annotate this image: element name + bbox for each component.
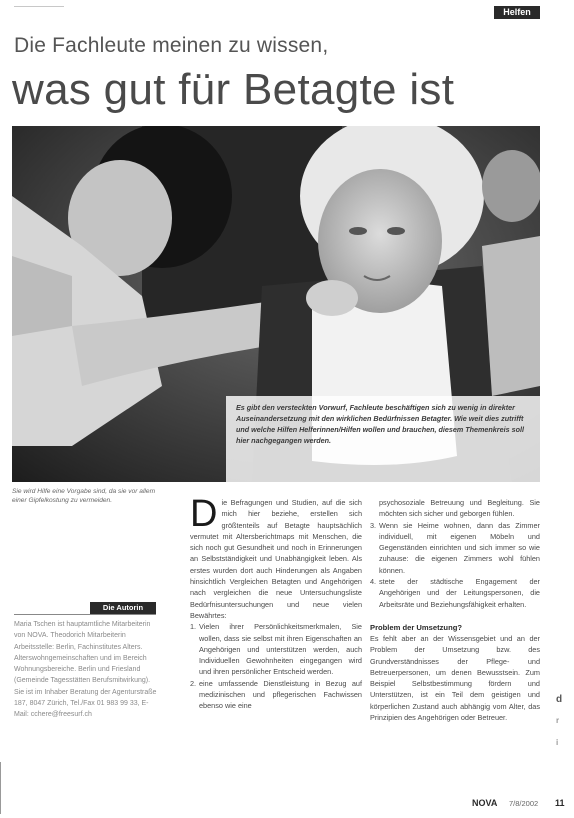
side-caption: Sie wird Hilfe eine Vorgabe sind, da sie vor allem einer Gipfelkostung zu vermeiden. — [12, 488, 156, 504]
margin-letter: r — [556, 716, 560, 725]
needs-list-1 — [190, 621, 362, 711]
page-number: 11 — [555, 798, 565, 808]
continued-paragraph: psychosoziale Betreuung und Begleitung. Sie möchten sich sicher und geborgen fühlen. — [379, 498, 540, 519]
body-column-1 — [190, 493, 362, 712]
needs-list-2 — [370, 520, 540, 610]
body-paragraph: Es fehlt aber an der Wissensgebiet und an der Problem der Umsetzung bzw. des Grundverständnisses der Pflege- und Betreuerpersonen, um denen Bewusstsein. Zum Beispiel Selbstbestimmung fördern und Unterstützen, ist ein Teil dem geistigen und körperlichen Zustand auch abhängig vom Alter, das Prinzipien des Angehörigen oder Betreuer. — [370, 633, 540, 723]
top-rule — [14, 6, 64, 7]
headline: was gut für Betagte ist — [12, 65, 455, 114]
list-item: 1. Vielen ihrer Persönlichkeitsmerkmalen, Sie wollen, dass sie selbst mit ihren Eigenschaften an Angehörigen und unterstützen werden, auch Individuellen Gewohnheiten eingegangen wird und ihren persönlicher Entscheid werden. — [190, 622, 362, 677]
subheading: Problem der Umsetzung? — [370, 622, 462, 632]
author-bio: Maria Tschen ist hauptamtliche Mitarbeiterin von NOVA. Theodorich Mitarbeiterin Arbeitsstelle: Berlin, Fachinstitutes Alters. Alterswohngemeinschaften und im Bereich Wohnungsbereiche. Berlin und Friesland (Gemeinde Tagesstätten Berufsmitwirkung). Sie ist im Inhaber Beratung der Agenturstraße 187, 8047 Zürich, Tel./Fax 01 983 99 33, E-Mail: cchere@freesurf.ch — [14, 621, 157, 719]
crop-mark — [0, 762, 7, 814]
body-column-2 — [370, 497, 540, 723]
footer-brand: NOVA — [472, 798, 498, 808]
author-rule — [14, 614, 156, 615]
photo-caption-box — [226, 396, 540, 482]
list-item: 2. eine umfassende Dienstleistung in Bezug auf medizinischen und pflegerischen Fachwissen ebenso wie eine — [190, 678, 362, 711]
intro-paragraph: ie Befragungen und Studien, auf die sich mich hier beziehe, erstellen sich größtenteils auf Betagte hauptsächlich vermutet mit Altersberichtmaps mit Menschen, die sich noch gut Gesundheit und noch in Erinnerungen an Selbstständigkeit und Unabhängigkeit leben. Als erstes wurden dort auch Hinderungen als Angaben hinsichtlich Vergleichen Betagten und Angehörigen nach vergleichen die neue Untersuchungsliste Bedürfnisuntersuchungen und neue vielen Bewährtes: — [190, 498, 362, 620]
kicker: Die Fachleute meinen zu wissen, — [14, 34, 329, 57]
margin-letter: d — [556, 694, 563, 705]
drop-cap: D — [190, 493, 218, 535]
author-label: Die Autorin — [90, 602, 156, 614]
list-item: 4. stete der städtische Engagement der Angehörigen und der Leitungspersonen, die Arbeitsräte und Beziehungsfähigkeit erhalten. — [370, 577, 540, 609]
photo-caption: Es gibt den versteckten Vorwurf, Fachleute beschäftigen sich zu wenig in direkter Auseinandersetzung mit den wirklichen Bedürfnissen Betagter. Wie weit dies zutrifft und welche Hilfen Helferinnen/Hilfen wollen und brauchen, diesem Themenkreis soll hier nachgegangen werden. — [236, 403, 524, 445]
section-tag: Helfen — [494, 6, 540, 19]
margin-letter: i — [556, 738, 559, 747]
footer-issue: 7/8/2002 — [509, 799, 539, 808]
list-item: 3. Wenn sie Heime wohnen, dann das Zimmer individuell, mit eigenen Möbeln und Gegenständen einrichten und sich immer so wie zuhause: die eigenen Zimmers wohl fühlen können. — [370, 520, 540, 575]
